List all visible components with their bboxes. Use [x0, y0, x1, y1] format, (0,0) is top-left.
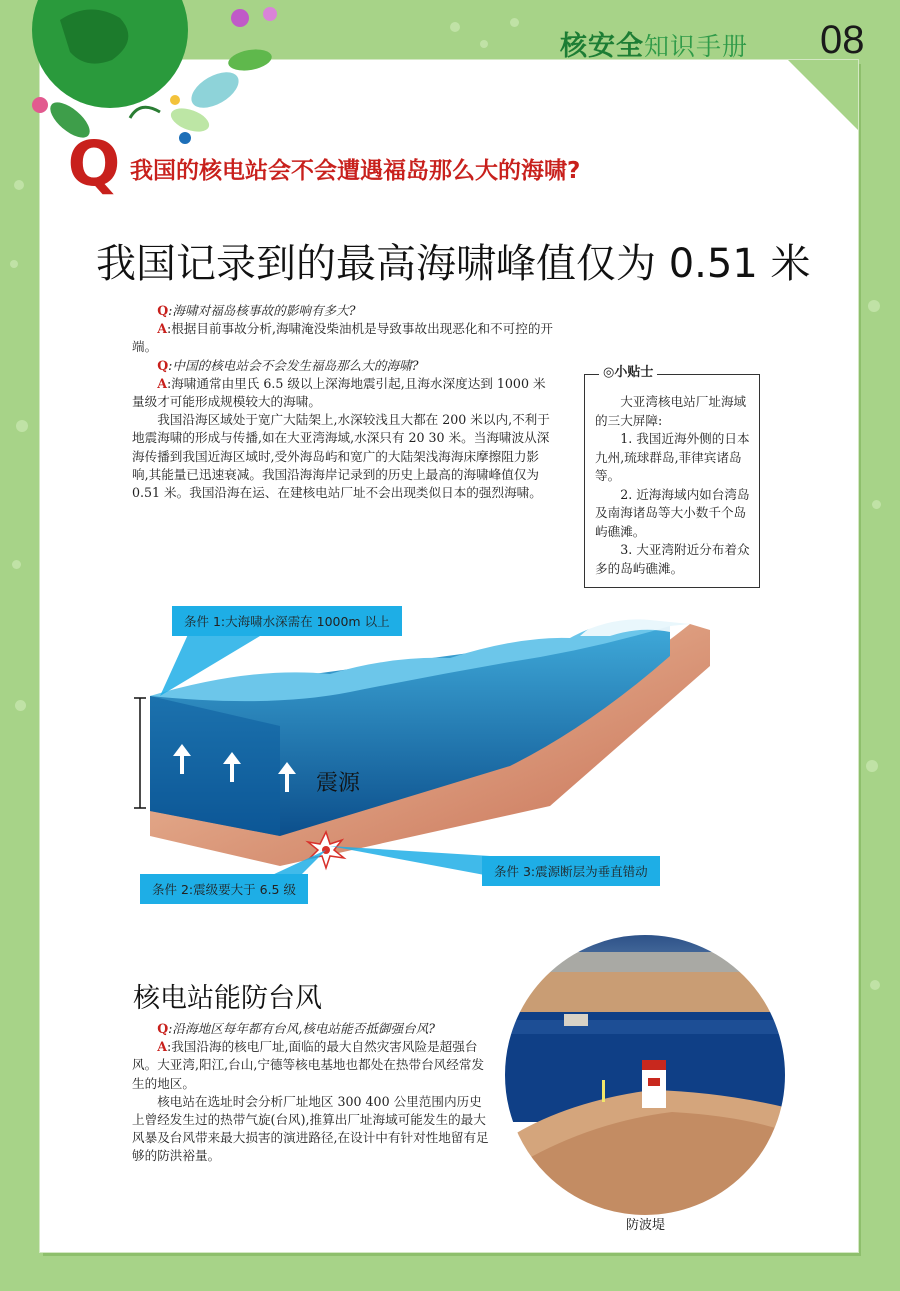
condition-2-callout: 条件 2:震级要大于 6.5 级	[140, 874, 308, 904]
qa-question-2: Q:中国的核电站会不会发生福岛那么大的海啸?	[157, 357, 419, 373]
book-title	[560, 24, 820, 64]
book-title-strong: 核安全	[560, 31, 644, 62]
page-number: 08	[820, 18, 865, 62]
qa-question-1: Q:海啸对福岛核事故的影响有多大?	[157, 303, 356, 318]
body-paragraph: 我国沿海区域处于宽广大陆架上,水深较浅且大都在 200 米以内,不利于地震海啸的形成与传播,如在大亚湾海域,水深只有 20 30 米。当海啸波从深海传播到我国近海区域时,受外海岛屿和宽广的大陆架浅海海床摩擦阻力影响,其能量已迅速衰减。我国沿海海岸记录到的历史上最高的海啸峰值仅为 0.51 米。我国沿海在运、在建核电站厂址不会出现类似日本的强烈海啸。	[132, 412, 550, 501]
qa-answer-2: A:海啸通常由里氏 6.5 级以上深海地震引起,且海水深度达到 1000 米量级才可能形成规模较大的海啸。	[132, 375, 546, 410]
typhoon-paragraph: 核电站在选址时会分析厂址地区 300 400 公里范围内历史上曾经发生过的热带气旋(台风),推算出厂址海域可能发生的最大风暴及台风带来最大损害的演进路径,在设计中有针对性地留有足够的防洪裕量。	[132, 1093, 489, 1164]
main-title: 我国记录到的最高海啸峰值仅为 0.51 米	[96, 241, 811, 287]
typhoon-body	[132, 1020, 494, 1166]
tips-item: 2. 近海海域内如台湾岛及南海诸岛等大小数千个岛屿礁滩。	[595, 486, 750, 539]
typhoon-answer: A:我国沿海的核电厂址,面临的最大自然灾害风险是超强台风。大亚湾,阳江,台山,宁德等核电基地也都处在热带台风经常发生的地区。	[132, 1039, 485, 1091]
typhoon-question: Q:沿海地区每年都有台风,核电站能否抵御强台风?	[157, 1021, 436, 1036]
tips-intro: 大亚湾核电站厂址海域的三大屏障:	[595, 394, 747, 428]
qa-answer-1: A:根据目前事故分析,海啸淹没柴油机是导致事故出现恶化和不可控的开端。	[132, 321, 554, 355]
photo-caption: 防波堤	[626, 1218, 666, 1233]
page-corner-fold	[788, 60, 858, 130]
tsunami-diagram	[130, 596, 730, 916]
epicenter-label: 震源	[316, 771, 361, 796]
tips-item: 3. 大亚湾附近分布着众多的岛屿礁滩。	[595, 542, 750, 576]
tips-title: ◎小贴士	[599, 364, 657, 383]
question-heading: 我国的核电站会不会遭遇福岛那么大的海啸?	[130, 158, 581, 184]
condition-3-callout: 条件 3:震源断层为垂直错动	[482, 856, 660, 886]
book-title-light: 知识手册	[644, 32, 749, 61]
article-body	[132, 302, 554, 502]
tips-item: 1. 我国近海外侧的日本九州,琉球群岛,菲律宾诸岛等。	[595, 431, 750, 483]
breakwater-photo	[502, 932, 788, 1218]
typhoon-section-title: 核电站能防台风	[133, 983, 322, 1014]
tips-box	[584, 365, 760, 588]
question-badge-icon: Q	[67, 127, 121, 200]
condition-1-callout: 条件 1:大海啸水深需在 1000m 以上	[172, 606, 402, 636]
